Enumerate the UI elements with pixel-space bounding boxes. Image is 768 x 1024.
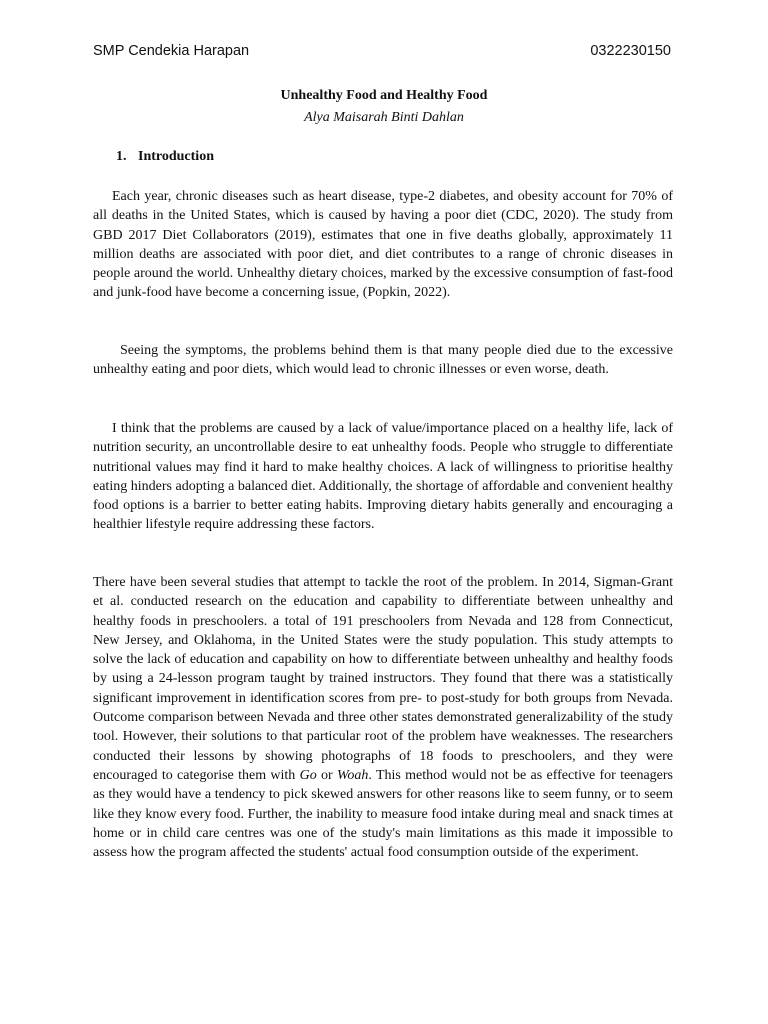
- section-number: 1.: [116, 149, 127, 164]
- studies-text-part2: . This method would not be as effective for teenagers as they would have a tendency to pick skewed answers for other reasons like to seem funny, or to seem like they know every food. Further, the inability to measure food intake during meal and snack times at home or in child care centres was one of the study's main limitations as this made it impossible to assess how the program affected the students' actual food consumption outside of the experiment.: [93, 767, 673, 861]
- paragraph-symptoms: Seeing the symptoms, the problems behind them is that many people died due to the excessive unhealthy eating and poor diets, which would lead to chronic illnesses or even worse, death.: [93, 343, 673, 378]
- paragraph-chronic-diseases: Each year, chronic diseases such as heart disease, type-2 diabetes, and obesity account for 70% of all deaths in the United States, which is caused by having a poor diet (CDC, 2020). The study from GBD 2017 Diet Collaborators (2019), estimates that one in five deaths globally, approximately 11 million deaths are associated with poor diet, and diet contributes to a range of chronic diseases in people around the world. Unhealthy dietary choices, marked by the excessive consumption of fast-food and junk-food have become a concerning issue, (Popkin, 2022).: [93, 189, 673, 301]
- page-header: [93, 43, 671, 59]
- paragraph-causes: I think that the problems are caused by a lack of value/importance placed on a healthy life, lack of nutrition security, an uncontrollable desire to eat unhealthy foods. People who struggle to differentiate nutritional values may find it hard to make healthy choices. A lack of willingness to prioritise healthy eating hinders adopting a balanced diet. Additionally, the shortage of affordable and convenient healthy food options is a barrier to better eating habits. Improving dietary habits generally and encouraging a healthier lifestyle require addressing these factors.: [93, 421, 673, 533]
- section-title: Introduction: [138, 149, 214, 164]
- document-title: Unhealthy Food and Healthy Food: [280, 88, 488, 103]
- studies-text-part1: There have been several studies that attempt to tackle the root of the problem. In 2014, Sigman-Grant et al. conducted research on the education and capability to differentiate between unhealthy and healthy foods in preschoolers. a total of 191 preschoolers from Nevada and 128 from Connecticut, New Jersey, and Oklahoma, in the United States were the study population. This study attempts to solve the lack of education and capability on how to differentiate between unhealthy and healthy foods by using a 24-lesson program taught by trained instructors. They found that there was a statistically significant improvement in identification scores from pre- to post-study for both groups from Nevada. Outcome comparison between Nevada and three other states demonstrated generalizability of the study tool. However, their solutions to that particular root of the problem have weaknesses. The researchers conducted their lessons by showing photographs of 18 foods to preschoolers, and they were encouraged to categorise them with: [93, 575, 673, 783]
- school-name: SMP Cendekia Harapan: [93, 43, 250, 59]
- go-term: Go: [299, 767, 317, 783]
- paragraph-studies: [93, 573, 673, 862]
- student-code: 0322230150: [590, 43, 671, 59]
- section-heading-introduction: [116, 149, 214, 165]
- document-author: Alya Maisarah Binti Dahlan: [304, 110, 464, 125]
- or-connector: or: [316, 767, 338, 783]
- woah-term: Woah: [337, 767, 369, 783]
